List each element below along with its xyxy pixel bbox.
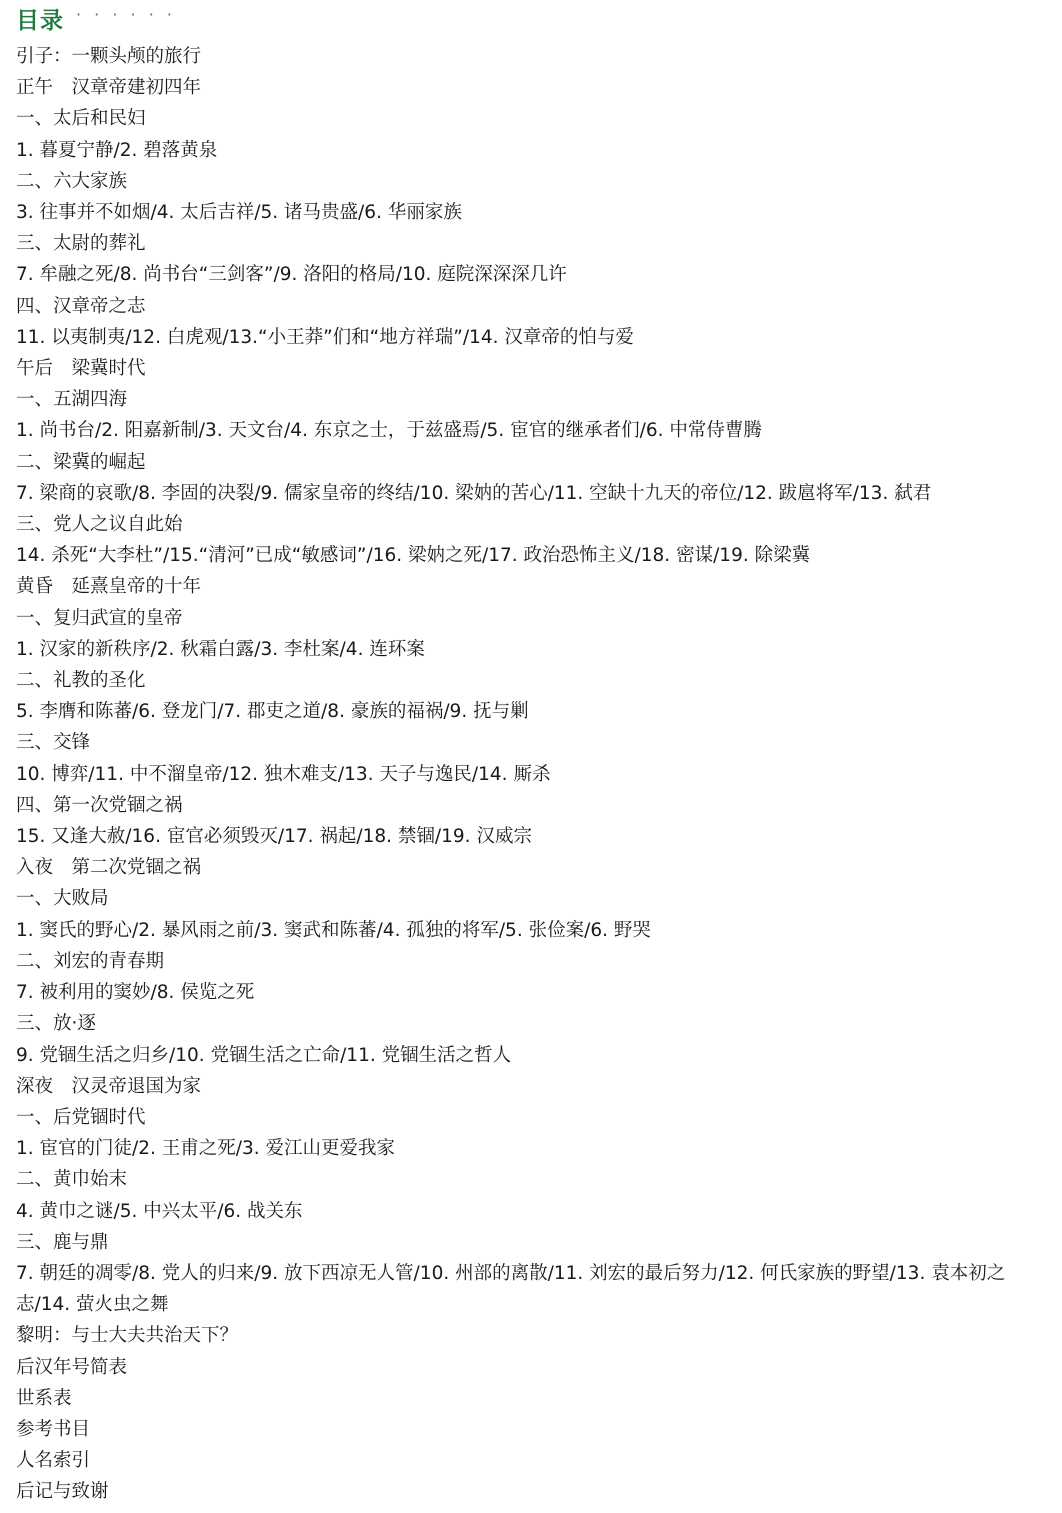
toc-entry: 二、梁冀的崛起 <box>16 451 146 473</box>
toc-entry: 二、刘宏的青春期 <box>16 950 165 972</box>
toc-entry: 三、放·逐 <box>16 1013 96 1035</box>
toc-entry: 一、复归武宣的皇帝 <box>16 607 183 629</box>
toc-entry: 二、礼教的圣化 <box>16 670 146 692</box>
toc-entry: 7. 梁商的哀歌/8. 李固的决裂/9. 儒家皇帝的终结/10. 梁妠的苦心/11. 空缺十九天的帝位/12. 跋扈将军/13. 弑君 <box>16 482 932 504</box>
toc-entry: 11. 以夷制夷/12. 白虎观/13.“小王莽”们和“地方祥瑞”/14. 汉章帝的怕与爱 <box>16 326 634 348</box>
toc-entry: 1. 宦官的门徒/2. 王甫之死/3. 爱江山更爱我家 <box>16 1138 396 1160</box>
toc-list <box>16 41 1046 1508</box>
toc-entry: 9. 党锢生活之归乡/10. 党锢生活之亡命/11. 党锢生活之哲人 <box>16 1044 512 1066</box>
toc-entry: 5. 李膺和陈蕃/6. 登龙门/7. 郡吏之道/8. 豪族的福祸/9. 抚与剿 <box>16 701 529 723</box>
toc-page <box>16 2 1046 1508</box>
toc-entry: 1. 汉家的新秩序/2. 秋霜白露/3. 李杜案/4. 连环案 <box>16 638 425 660</box>
title-dots: · · · · · · <box>76 5 176 24</box>
toc-entry: 后记与致谢 <box>16 1481 109 1503</box>
toc-entry: 入夜 第二次党锢之祸 <box>16 857 202 879</box>
toc-entry: 二、六大家族 <box>16 170 128 192</box>
toc-entry: 二、黄巾始末 <box>16 1169 128 1191</box>
toc-entry: 一、五湖四海 <box>16 389 128 411</box>
toc-entry: 一、太后和民妇 <box>16 108 146 130</box>
toc-entry: 三、太尉的葬礼 <box>16 233 146 255</box>
toc-entry: 世系表 <box>16 1387 72 1409</box>
toc-entry: 四、第一次党锢之祸 <box>16 794 183 816</box>
toc-entry: 1. 窦氏的野心/2. 暴风雨之前/3. 窦武和陈蕃/4. 孤独的将军/5. 张俭案/6. 野哭 <box>16 919 651 941</box>
toc-entry: 三、鹿与鼎 <box>16 1231 109 1253</box>
toc-entry: 7. 被利用的窦妙/8. 侯览之死 <box>16 982 255 1004</box>
toc-entry: 参考书目 <box>16 1418 91 1440</box>
toc-header <box>16 2 1046 35</box>
toc-entry: 三、党人之议自此始 <box>16 514 183 536</box>
toc-entry: 黄昏 延熹皇帝的十年 <box>16 576 202 598</box>
toc-entry: 黎明：与士大夫共治天下？ <box>16 1325 239 1347</box>
toc-entry: 一、后党锢时代 <box>16 1106 146 1128</box>
toc-entry: 一、大败局 <box>16 888 109 910</box>
toc-entry: 15. 又逢大赦/16. 宦官必须毁灭/17. 祸起/18. 禁锢/19. 汉威宗 <box>16 826 532 848</box>
toc-entry: 深夜 汉灵帝退国为家 <box>16 1075 202 1097</box>
toc-entry: 四、汉章帝之志 <box>16 295 146 317</box>
toc-entry: 午后 梁冀时代 <box>16 358 146 380</box>
toc-entry: 后汉年号简表 <box>16 1356 128 1378</box>
toc-entry: 14. 杀死“大李杜”/15.“清河”已成“敏感词”/16. 梁妠之死/17. 政治恐怖主义/18. 密谋/19. 除梁冀 <box>16 545 811 567</box>
toc-entry: 1. 暮夏宁静/2. 碧落黄泉 <box>16 139 218 161</box>
toc-entry: 三、交锋 <box>16 732 91 754</box>
toc-entry: 10. 博弈/11. 中不溜皇帝/12. 独木难支/13. 天子与逸民/14. 厮杀 <box>16 763 551 785</box>
toc-entry: 正午 汉章帝建初四年 <box>16 77 202 99</box>
toc-entry: 3. 往事并不如烟/4. 太后吉祥/5. 诸马贵盛/6. 华丽家族 <box>16 202 462 224</box>
toc-entry: 引子：一颗头颅的旅行 <box>16 46 202 67</box>
toc-entry: 7. 朝廷的凋零/8. 党人的归来/9. 放下西凉无人管/10. 州部的离散/11. 刘宏的最后努力/12. 何氏家族的野望/13. 袁本初之志/14. 萤火虫之舞 <box>16 1262 1006 1316</box>
page-title: 目录 <box>16 8 64 34</box>
toc-entry: 1. 尚书台/2. 阳嘉新制/3. 天文台/4. 东京之士，于兹盛焉/5. 宦官的继承者们/6. 中常侍曹腾 <box>16 420 762 442</box>
toc-entry: 4. 黄巾之谜/5. 中兴太平/6. 战关东 <box>16 1200 303 1222</box>
toc-entry: 人名索引 <box>16 1450 91 1472</box>
toc-entry: 7. 牟融之死/8. 尚书台“三剑客”/9. 洛阳的格局/10. 庭院深深深几许 <box>16 264 567 286</box>
